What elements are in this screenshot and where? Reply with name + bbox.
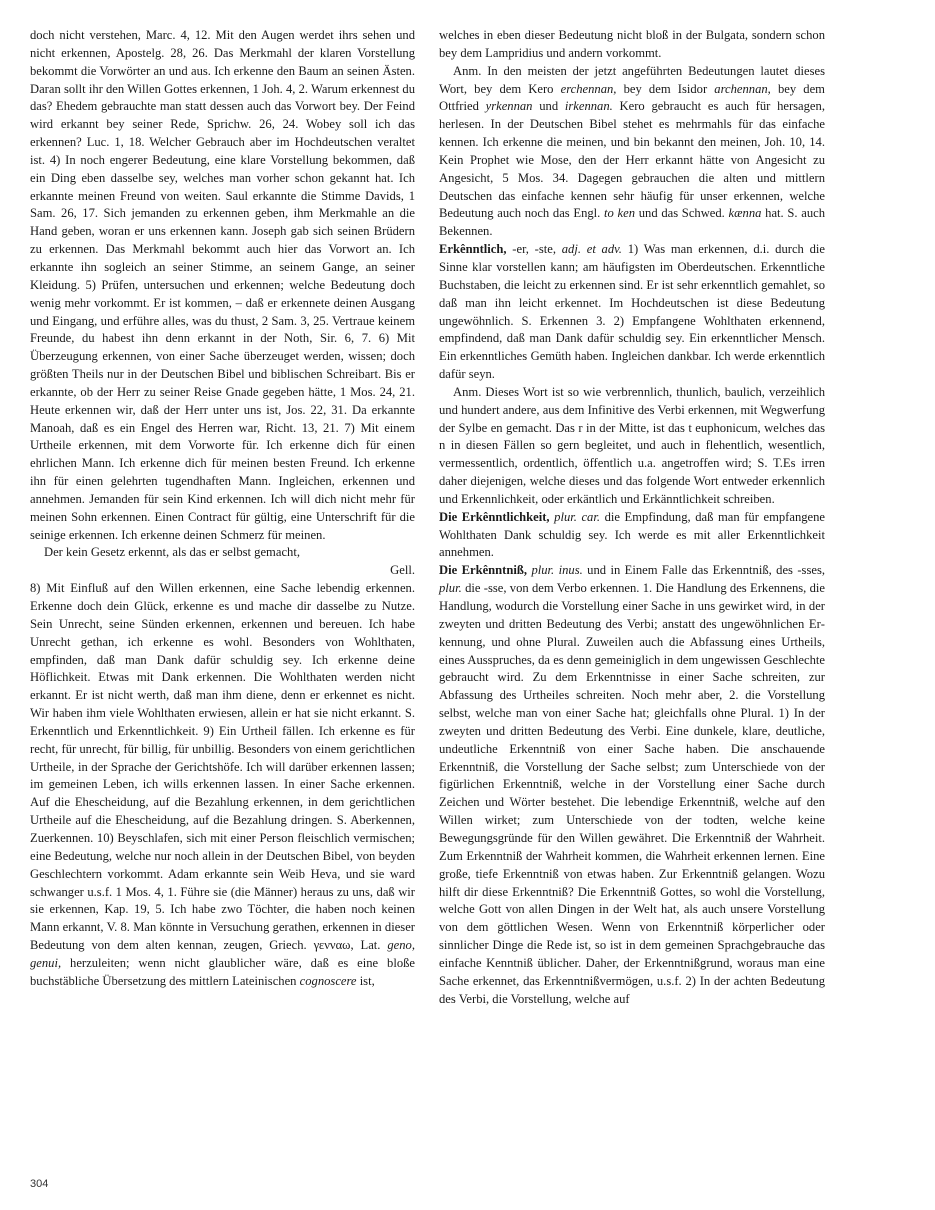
quote-source: Gell.	[390, 563, 415, 578]
word-forms: -er, -ste,	[506, 242, 556, 257]
dictionary-entry	[439, 241, 825, 384]
definition: 1) Was man erkennen, d.i. durch die Sinne klar vorstellen kann; am häufigsten im Oberdeutschen. Erkenntliche Buchstaben, die leicht zu erkennen sind. Er ist sehr erkenntlich gemahlet, so daß man ihn leicht erkennet. Im Hochdeutschen ist diese Bedeutung ungewöhnlich. S. Erkennen 3. 2) Empfangene Wohlthaten erkennend, empfindend, daß man Dank dafür schuldig sey. Ein erkenntlicher Mensch. Ein erkenntliches Gemüth haben. Ingleichen dankbar. Ich werde erkenntlich dafür seyn.	[439, 242, 825, 382]
text-run: und in Einem Falle das Erkenntniß, des -sses,	[587, 563, 825, 578]
verse-quote: Der kein Gesetz erkennt, als das er selbst gemacht,	[44, 545, 300, 560]
headword: Erkênntlich,	[439, 242, 507, 257]
text-run: und	[539, 99, 559, 114]
latin-words: geno, genui,	[30, 938, 415, 970]
article: Die	[439, 563, 458, 578]
old-form: erchennan,	[560, 81, 617, 96]
article: Die	[439, 509, 458, 524]
dictionary-entry	[439, 509, 825, 563]
headword: Erkênntlichkeit,	[461, 509, 550, 524]
text-run: Anm. In den meisten der jetzt angeführten Bedeutungen lautet dieses Wort, bey dem Kero	[439, 63, 825, 96]
text-run: herzuleiten; wenn nicht glaublicher wäre, daß es eine bloße buchstäbliche Übersetzung des mittlern Lateinischen	[30, 955, 415, 988]
old-form: yrkennan	[485, 99, 533, 114]
text-run: bey dem Isidor	[623, 81, 708, 96]
grammar-label: plur.	[439, 581, 462, 596]
latin-word: cognoscere	[299, 973, 357, 988]
grammar-label: plur. car.	[554, 509, 601, 524]
old-form: irkennan.	[564, 99, 613, 114]
text-run: bey dem Ottfried	[439, 81, 825, 114]
right-column	[439, 27, 825, 1008]
grammar-label: plur. inus.	[531, 563, 583, 578]
text-run: hat. S. auch Bekennen.	[439, 206, 825, 239]
paragraph: doch nicht verstehen, Marc. 4, 12. Mit den Augen werdet ihrs sehen und nicht erkennen, Apostelg. 28, 26. Das Merkmahl der klaren Vorstellung bekommt die Vorwörter an und aus. Ich erkenne den Baum an seinen Ästen. Daran sollt ihr den Willen Gottes erkennen, 1 Joh. 4, 2. Warum erkennest du das? Ehedem gebrauchte man statt dessen auch das Vorwort bey. Der Feind wird erkannt bey seiner Rede, Sprichw. 26, 24. Wobey soll ich das erkennen? Luc. 1, 18. Welcher Gebrauch aber im Hochdeutschen veraltet ist. 4) In noch engerer Bedeutung, eine klare Vorstellung bekommen, daß ein Ding eben dasselbe sey, welches man vorher schon gekannt hat. Ich erkannte meinen Freund von weiten. Saul erkannte die Stimme Davids, 1 Sam. 26, 17. Sich jemanden zu erkennen geben, ihm Merkmahle an die Hand geben, woran er uns erkennen kann. Joseph gab sich seinen Brüdern zu erkennen. Das Merkmahl bekommt auch hier das Vorwort an. Ich erkannte ihn sogleich an seiner Stimme, an seinem Gange, an seiner Kleidung. 5) Prüfen, untersuchen und erkennen; welche Bedeutung doch wenig mehr vorkommt. Er ist kommen, – daß er erkennete deinen Ausgang und Eingang, und erführe alles, was du thust, 2 Sam. 3, 25. Vertraue keinem Freunde, du habest ihn denn erkannt in der Noth, Sir. 6, 7. 6) Mit Überzeugung erkennen, von einer Sache überzeuget werden, wissen; doch größten Theils nur in der Deutschen Bibel und biblischen Schreibart. Bis er erkannte, ob der Herr zu seiner Reise Gnade gegeben hätte, 1 Mos. 24, 21. Heute erkennen wir, daß der Herr unter uns ist, Jos. 22, 31. Da erkannte Manoah, daß es ein Engel des Herren war, Richt. 13, 21. 7) Mit einem Urtheile erkennen, mit dem Vorworte für. Ich erkenne dich für einen ehrlichen Mann. Ich erkenne dich für meinen besten Freund. Ich erkenne ihn für einen gelehrten tugendhaften Mann. Ingleichen, erkennen und annehmen. Jemanden für sein Kind erkennen. Ich will dich nicht mehr für meinen Sohn erkennen. Einen Contract für gültig, eine Unterschrift für die seinige erkennen. Ich erkenne deinen Schmerz für meinen.	[30, 28, 415, 542]
paragraph	[30, 580, 415, 990]
annotation: Anm. Dieses Wort ist so wie verbrennlich, thunlich, baulich, verzeihlich und hundert andere, aus dem Infinitive des Verbi erkennen, mit Wegwerfung der Sylbe en gemacht. Das r in der Mitte, ist das t euphonicum, welches das n in diesen Fällen so gern begleitet, und auch in flehentlich, wesentlich, vermessentlich, ordentlich, öffentlich u.a. angetroffen wird; S. T.Es irren daher diejenigen, welche dieses und das folgende Wort entweder erkennlich und Erkennlichkeit, oder erkäntlich und Erkänntlichkeit schreiben.	[439, 384, 825, 506]
definition: die Empfindung, daß man für empfangene Wohlthaten Dank schuldig sey. Ich werde es mit aller Erkenntlichkeit annehmen.	[439, 509, 826, 560]
greek-word: γενναω	[313, 938, 351, 953]
old-form: archennan,	[714, 81, 771, 96]
text-run: , Lat.	[350, 938, 381, 953]
text-run: und das Schwed.	[638, 206, 725, 221]
dictionary-entry	[439, 562, 825, 1008]
definition: die -sse, von dem Verbo erkennen. 1. Die Handlung des Erkennens, die Handlung, wodurch die Vorstellung einer Sache in uns gewirket wird, in der zweyten und dritten Bedeutung des Verbi; anstatt des ungewöhnlichen Erkennung, und ohne Plural. Zuweilen auch die Abfassung eines Urtheils, eines Ausspruches, da es denn gemeiniglich in dem ungewissen Geschlechte gebraucht wird. Zu dem Erkenntnisse in einer Sache schreiten, zur Abfassung des Urtheiles schreiten. Noch mehr aber, 2. die Vorstellung selbst, welche man von einer Sache hat; gleichfalls ohne Plural. 1) In der zweyten und dritten Bedeutung des Verbi. Eine dunkele, klare, deutliche, undeutliche Erkenntniß von einer Sache haben. Die anschauende Erkenntniß, die Vorstellung der Sache selbst; zum Unterschiede von der figürlichen Erkenntniß, welche in der Vorstellung einer Sache durch Zeichen und Wörter bestehet. Die lebendige Erkenntniß, welche auf den Willen wirket; zum Unterschiede von der todten, welche keine Bewegungsgründe für den Willen gewähret. Die Erkenntniß der Wahrheit. Zum Erkenntniß der Wahrheit kommen, die Wahrheit erkennen lernen. Eine große, tiefe Erkenntniß von etwas haben. Zur Erkenntniß gelangen. Wozu hilft dir diese Erkenntniß? Die Erkenntniß Gottes, so wohl die Vorstellung, welche Gott von allen Dingen in der Welt hat, als auch unsere Vorstellung von dem göttlichen Wesen. Wenn von Erkenntniß körperlicher oder sinnlicher Dinge die Rede ist, so ist in dem gemeinen Sprachgebrauche das einfache Kenntniß üblicher. Daher, der Erkenntnißgrund, woraus man eine Sache erkennet, das Erkenntnißvermögen, u.s.f. 2) In der achten Bedeutung des Verbi, die Vorstellung, welche auf	[439, 581, 825, 1006]
headword: Erkênntniß,	[461, 563, 528, 578]
text-run: Kero gebraucht es auch für hersagen, herlesen. In der Deutschen Bibel stehet es mehrmahls für das einfache kennen. Ich erkenne die meinen, und bin bekannt den meinen, Joh. 10, 14. Kein Prophet wie Mose, den der Herr erkannt hätte von Angesicht zu Angesicht, 5 Mos. 34. Dagegen gebrauchen die alten und mittlern Deutschen das einfache kennen sehr häufig für unser erkennen, welche Bedeutung auch noch das Engl.	[439, 99, 825, 221]
swedish-form: kænna	[728, 206, 762, 221]
text-run: 8) Mit Einfluß auf den Willen erkennen, eine Sache lebendig erkennen. Erkenne doch dein Glück, erkenne es und mache dir dasselbe zu Nutze. Sein Unrecht, seine Sünden erkennen, erkennen und bereuen. Ich habe Unrecht gethan, ich erkenne es wohl. Besonders von Wohlthaten, empfinden, daß man Dank dafür schuldig sey. Ich erkenne deine Höflichkeit. Etwas mit Dank erkennen. Die Wohlthaten werden nicht erkannt. Er ist nicht werth, daß man ihm diene, denn er erkennet es nicht. Wir haben ihm viele Wohlthaten erwiesen, allein er hat sie nicht erkannt. S. Erkenntlich und Erkenntlichkeit. 9) Ein Urtheil fällen. Ich erkenne es für recht, für unrecht, für billig, für unbillig. Besonders von einem gerichtlichen Urtheile, in der Sprache der Gerichtshöfe. Ich will darüber erkennen lassen; im gemeinen Leben, ich wills erkennen lassen. In einer Sache erkennen. Auf die Ehescheidung, auf die Bezahlung erkennen, in dem gerichtlichen Urtheile auf die Ehescheidung, auf die Bezahlung dringen. S. Aberkennen, Zuerkennen. 10) Beyschlafen, sich mit einer Person fleischlich vermischen; eine Bedeutung, welche nur noch allein in der Deutschen Bibel, von beyden Geschlechtern vorkommt. Adam erkannte sein Weib Heva, und sie ward schwanger u.s.f. 1 Mos. 4, 1. Führe sie (die Männer) heraus zu uns, daß wir sie erkennen, Kap. 19, 5. Ich habe zwo Töchter, die haben noch keinen Mann erkannt, V. 8. Man könnte in Versuchung gerathen, erkennen in dieser Bedeutung von dem alten kennan, zeugen, Griech.	[30, 581, 415, 953]
grammar-label: adj. et adv.	[561, 242, 622, 257]
page-number: 304	[30, 1178, 49, 1190]
english-form: to ken	[604, 206, 636, 221]
paragraph: welches in eben dieser Bedeutung nicht bloß in der Bulgata, sondern schon bey dem Lampridius und andern vorkommt.	[439, 28, 825, 60]
text-run: ist,	[359, 973, 375, 988]
annotation	[439, 63, 825, 241]
left-column	[30, 27, 415, 991]
